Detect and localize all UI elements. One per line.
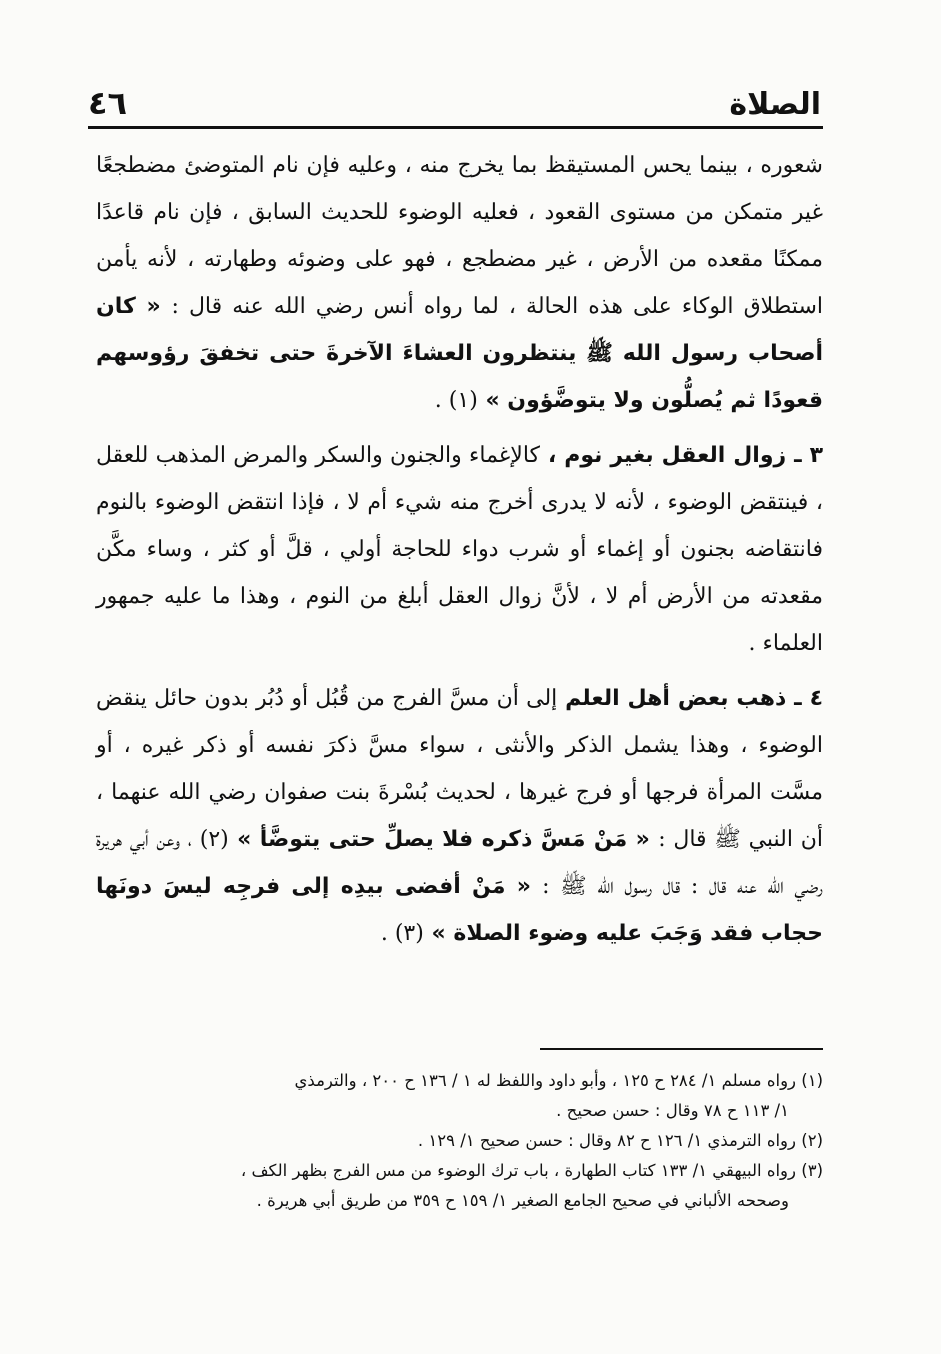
footnote-2 (96, 1126, 823, 1156)
hadith-quote: « مَنْ مَسَّ ذكره فلا يصلِّ حتى يتوضَّأ » (228, 827, 659, 852)
footnote-line: (٣) رواه البيهقي ١/ ١٣٣ كتاب الطهارة ، باب ترك الوضوء من مس الفرج بظهر الكف ، (240, 1161, 823, 1180)
footnote-line: وصححه الألباني في صحيح الجامع الصغير ١/ ١٥٩ ح ٣٥٩ من طريق أبي هريرة . (256, 1191, 789, 1210)
hadith-quote: « مَنْ أفضى بيدِه إلى فرجِه ليسَ دونَها حجاب فقد وَجَبَ عليه وضوء الصلاة » (96, 874, 823, 946)
item-heading: زوال العقل بغير نوم ، (540, 443, 795, 468)
header-rule (88, 126, 823, 129)
footnote-rule (540, 1048, 823, 1050)
item-number: ٤ ـ (794, 686, 823, 711)
paragraph-text: ، وعن أبي هريرة رضي الله عنه قال : قال رسول الله ﷺ : (96, 827, 823, 899)
paragraph-text: شعوره ، بينما يحس المستيقظ بما يخرج منه ، وعليه فإن نام المتوضئ مضطجعًا غير متمكن من مستوى القعود ، فعليه الوضوء للحديث السابق ، فإن نام قاعدًا ممكنًا مقعده من الأرض ، غير مضطجع ، فهو على وضوئه وطهارته ، لأنه يأمن استطلاق الوكاء على هذه الحالة ، لما رواه أنس رضي الله عنه قال : (96, 153, 823, 319)
footnote-1 (96, 1066, 823, 1126)
footnote-ref: (١) . (434, 388, 478, 413)
chapter-title: الصلاة (729, 87, 821, 122)
paragraph-sleep (96, 142, 823, 424)
paragraph-text: إلى أن مسَّ الفرج من قُبُل أو دُبُر بدون حائل ينقض الوضوء ، وهذا يشمل الذكر والأنثى ، سواء مسَّ ذكرَ نفسه أو ذكر غيره ، أو مسَّت المرأة فرجها أو فرج غيرها ، لحديث بُسْرةَ بنت صفوان رضي الله عنهما ، أن النبي ﷺ قال : (96, 686, 823, 852)
main-text (96, 142, 823, 957)
page-header (88, 78, 821, 122)
paragraph-touching (96, 675, 823, 957)
footnote-line: (١) رواه مسلم ١/ ٢٨٤ ح ١٢٥ ، وأبو داود واللفظ له ١ / ١٣٦ ح ٢٠٠ ، والترمذي (294, 1071, 823, 1090)
paragraph-loss-of-reason (96, 432, 823, 667)
page-number: ٤٦ (88, 84, 128, 122)
footnote-line: ١/ ١١٣ ح ٧٨ وقال : حسن صحيح . (556, 1101, 789, 1120)
paragraph-text: كالإغماء والجنون والسكر والمرض المذهب للعقل ، فينتقض الوضوء ، لأنه لا يدرى أخرج منه شيء أم لا ، فإذا انتقض الوضوء بالنوم فانتقاضه بجنون أو إغماء أو شرب دواء للحاجة أولي ، قلَّ أو كثر ، وساء مكَّن مقعدته من الأرض أم لا ، لأنَّ زوال العقل أبلغ من النوم ، وهذا ما عليه جمهور العلماء . (96, 443, 823, 656)
hadith-quote: « كان أصحاب رسول الله ﷺ ينتظرون العشاءَ الآخرةَ حتى تخفقَ رؤوسهم قعودًا ثم يُصلُّون ولا يتوضَّؤون » (96, 294, 823, 413)
footnote-ref: (٣) . (380, 921, 424, 946)
footnotes (96, 1066, 823, 1216)
footnote-line: (٢) رواه الترمذي ١/ ١٢٦ ح ٨٢ وقال : حسن صحيح ١/ ١٢٩ . (417, 1131, 823, 1150)
footnote-3 (96, 1156, 823, 1216)
item-number: ٣ ـ (794, 443, 823, 468)
item-heading: ذهب بعض أهل العلم (557, 686, 795, 711)
footnote-ref: (٢) (199, 827, 229, 852)
